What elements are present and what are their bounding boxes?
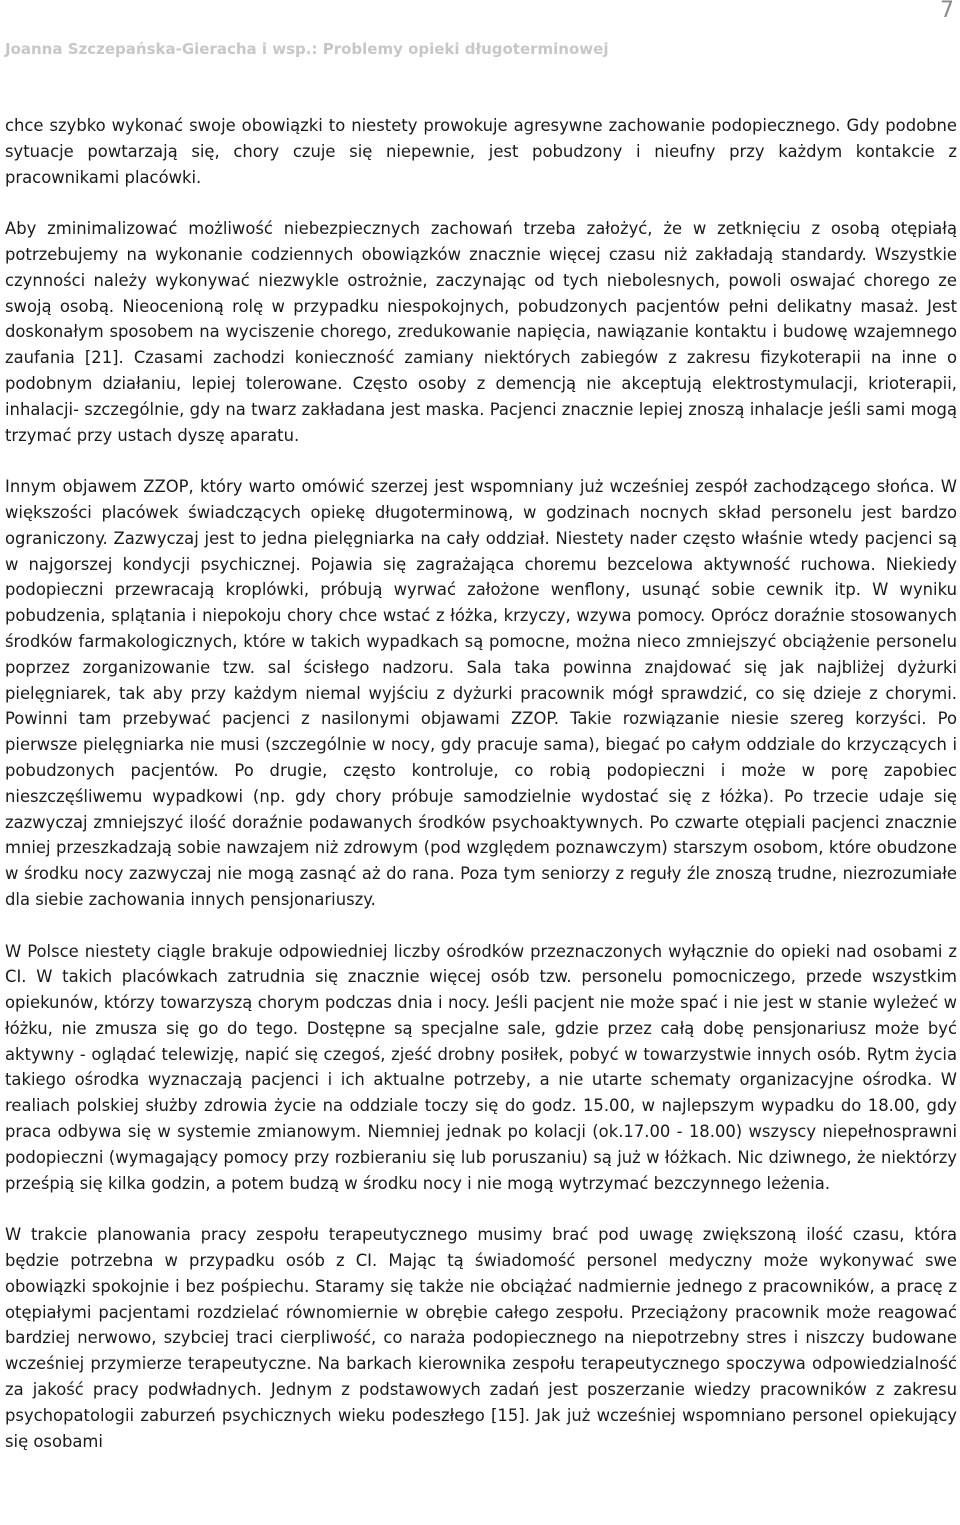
paragraph-team-planning: W trakcie planowania pracy zespołu terapeutycznego musimy brać pod uwagę zwiększoną ilość czasu, która będzie potrzebna w przypadku osób z CI. Mając tą świadomość personel medyczny może wykonywać swe obowiązki spokojnie i bez pośpiechu. Staramy się także nie obciążać nadmiernie jednego z pracowników, a pracę z otępiałymi pacjentami rozdzielać równomiernie w obrębie całego zespołu. Przeciążony pracownik może reagować bardziej nerwowo, szybciej traci cierpliwość, co naraża podopiecznego na niepotrzebny stres i niszczy budowane wcześniej przymierze terapeutyczne. Na barkach kierownika zespołu terapeutycznego spoczywa odpowiedzialność za jakość pracy podwładnych. Jednym z podstawowych zadań jest poszerzanie wiedzy pracowników z zakresu psychopatologii zaburzeń psychicznych wieku podeszłego [15]. Jak już wcześniej wspomniano personel opiekujący się osobami xyxy=(5,1225,957,1451)
body-text xyxy=(5,113,957,1454)
running-head: Joanna Szczepańska-Gieracha i wsp.: Problemy opieki długoterminowej xyxy=(5,40,609,58)
paragraph-minimizing-dangerous-behaviour: Aby zminimalizować możliwość niebezpiecznych zachowań trzeba założyć, że w zetknięciu z osobą otępiałą potrzebujemy na wykonanie codziennych obowiązków znacznie więcej czasu niż zakładają standardy. Wszystkie czynności należy wykonywać niezwykle ostrożnie, zaczynając od tych niebolesnych, powoli oswajać chorego ze swoją osobą. Nieocenioną rolę w przypadku niespokojnych, pobudzonych pacjentów pełni delikatny masaż. Jest doskonałym sposobem na wyciszenie chorego, zredukowanie napięcia, nawiązanie kontaktu i budowę wzajemnego zaufania [21]. Czasami zachodzi konieczność zamiany niektórych zabiegów z zakresu fizykoterapii na inne o podobnym działaniu, lepiej tolerowane. Często osoby z demencją nie akceptują elektrostymulacji, krioterapii, inhalacji- szczególnie, gdy na twarz zakładana jest maska. Pacjenci znacznie lepiej znoszą inhalacje jeśli sami mogą trzymać przy ustach dyszę aparatu. xyxy=(5,219,957,445)
paragraph-sundowning-syndrome: Innym objawem ZZOP, który warto omówić szerzej jest wspomniany już wcześniej zespół zachodzącego słońca. W większości placówek świadczących opiekę długoterminową, w godzinach nocnych skład personelu jest bardzo ograniczony. Zazwyczaj jest to jedna pielęgniarka na cały oddział. Niestety nader często właśnie wtedy pacjenci są w najgorszej kondycji psychicznej. Pojawia się zagrażająca choremu bezcelowa aktywność ruchowa. Niekiedy podopieczni przewracają kroplówki, próbują wyrwać założone wenflony, usunąć sobie cewnik itp. W wyniku pobudzenia, splątania i niepokoju chory chce wstać z łóżka, krzyczy, wzywa pomocy. Oprócz doraźnie stosowanych środków farmakologicznych, które w takich wypadkach są pomocne, można nieco zmniejszyć obciążenie personelu poprzez zorganizowanie tzw. sal ścisłego nadzoru. Sala taka powinna znajdować się jak najbliżej dyżurki pielęgniarek, tak aby przy każdym niemal wyjściu z dyżurki pracownik mógł sprawdzić, co się dzieje z chorymi. Powinni tam przebywać pacjenci z nasilonymi objawami ZZOP. Takie rozwiązanie niesie szereg korzyści. Po pierwsze pielęgniarka nie musi (szczególnie w nocy, gdy pracuje sama), biegać po całym oddziale do krzyczących i pobudzonych pacjentów. Po drugie, często kontroluje, co robią podopieczni i może w porę zapobiec nieszczęśliwemu wypadkowi (np. gdy chory próbuje samodzielnie wydostać się z łóżka). Po trzecie udaje się zazwyczaj zmniejszyć ilość doraźnie podawanych środków psychoaktywnych. Po czwarte otępiali pacjenci znacznie mniej przeszkadzają sobie nawzajem niż zdrowym (pod względem poznawczym) starszym osobom, które obudzone w środku nocy zazwyczaj nie mogą zasnąć aż do rana. Poza tym seniorzy z reguły źle znoszą trudne, niezrozumiałe dla siebie zachowania innych pensjonariuszy. xyxy=(5,477,957,909)
paragraph-continuation: chce szybko wykonać swoje obowiązki to niestety prowokuje agresywne zachowanie podopiecznego. Gdy podobne sytuacje powtarzają się, chory czuje się niepewnie, jest pobudzony i nieufny przy każdym kontakcie z pracownikami placówki. xyxy=(5,116,957,187)
page-number: 7 xyxy=(940,0,954,23)
paragraph-polish-facilities: W Polsce niestety ciągle brakuje odpowiedniej liczby ośrodków przeznaczonych wyłącznie do opieki nad osobami z CI. W takich placówkach zatrudnia się znacznie więcej osób tzw. personelu pomocniczego, przede wszystkim opiekunów, którzy towarzyszą chorym podczas dnia i nocy. Jeśli pacjent nie może spać i nie jest w stanie wyleżeć w łóżku, nie zmusza się go do tego. Dostępne są specjalne sale, gdzie przez całą dobę pensjonariusz może być aktywny - oglądać telewizję, napić się czegoś, zjeść drobny posiłek, pobyć w towarzystwie innych osób. Rytm życia takiego ośrodka wyznaczają pacjenci i ich aktualne potrzeby, a nie utarte schematy organizacyjne ośrodka. W realiach polskiej służby zdrowia życie na oddziale toczy się do godz. 15.00, w najlepszym wypadku do 18.00, gdy praca odbywa się w systemie zmianowym. Niemniej jednak po kolacji (ok.17.00 - 18.00) wszyscy niepełnosprawni podopieczni (wymagający pomocy przy rozbieraniu się lub poruszaniu) są już w łóżkach. Nic dziwnego, że niektórzy prześpią się kilka godzin, a potem budzą w środku nocy i nie mogą wytrzymać bezczynnego leżenia. xyxy=(5,941,957,1193)
